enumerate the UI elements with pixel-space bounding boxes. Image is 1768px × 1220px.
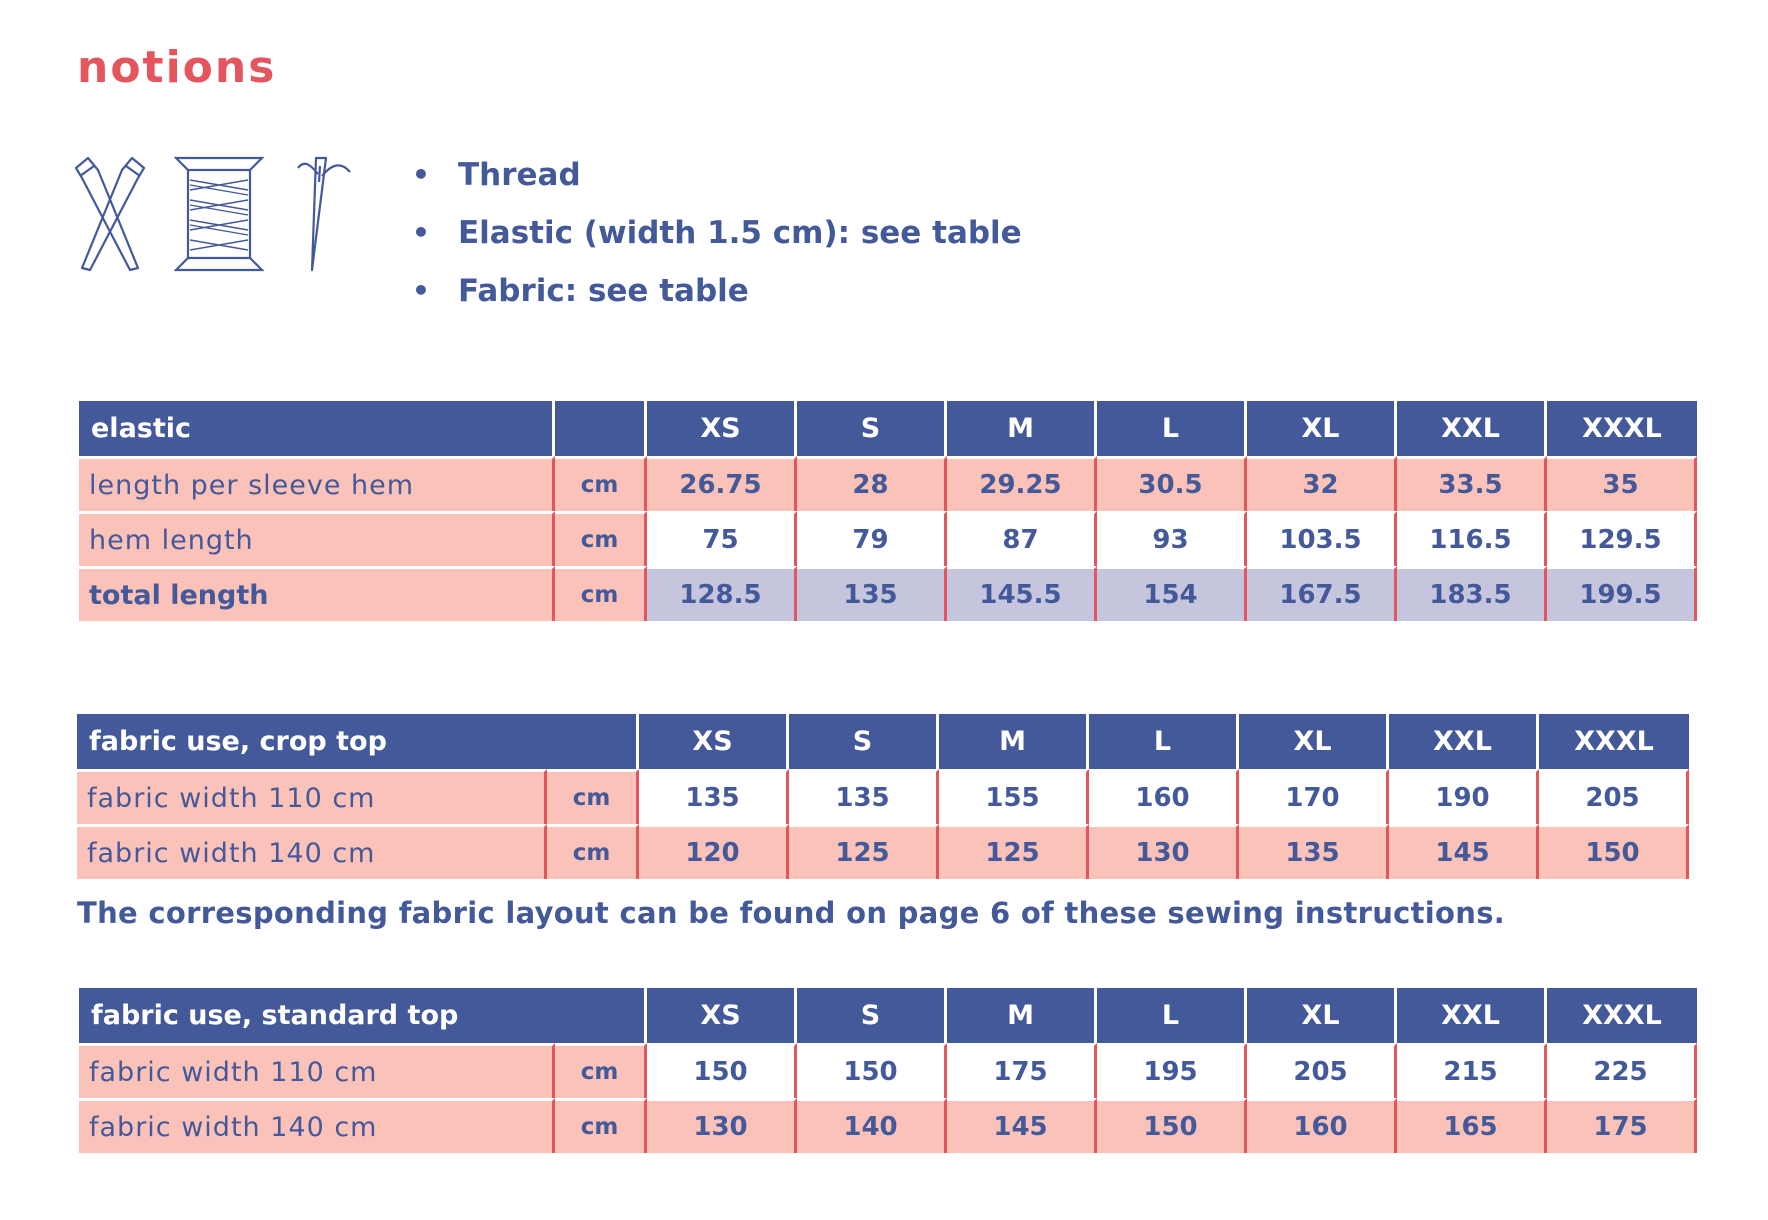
value-cell: 135 bbox=[639, 769, 789, 824]
size-header: XXL bbox=[1389, 714, 1539, 769]
bullet-icon: • bbox=[412, 274, 430, 307]
value-cell: 87 bbox=[947, 511, 1097, 566]
size-header: XL bbox=[1239, 714, 1389, 769]
value-cell: 93 bbox=[1097, 511, 1247, 566]
table-title: fabric use, standard top bbox=[79, 988, 647, 1043]
value-cell: 29.25 bbox=[947, 456, 1097, 511]
elastic-table bbox=[79, 401, 1697, 621]
size-header: XXXL bbox=[1547, 401, 1697, 456]
needle-icon bbox=[294, 156, 354, 272]
size-header: S bbox=[797, 401, 947, 456]
row-label: hem length bbox=[79, 511, 555, 566]
value-cell: 120 bbox=[639, 824, 789, 879]
scissors-icon bbox=[74, 156, 146, 272]
value-cell: 150 bbox=[647, 1043, 797, 1098]
size-header: XS bbox=[647, 401, 797, 456]
value-cell: 103.5 bbox=[1247, 511, 1397, 566]
row-label: fabric width 110 cm bbox=[77, 769, 547, 824]
size-header: XL bbox=[1247, 401, 1397, 456]
value-cell: 165 bbox=[1397, 1098, 1547, 1153]
value-cell: 128.5 bbox=[647, 566, 797, 621]
unit-cell: cm bbox=[555, 456, 647, 511]
table-title: elastic bbox=[79, 401, 555, 456]
value-cell: 79 bbox=[797, 511, 947, 566]
size-header: XL bbox=[1247, 988, 1397, 1043]
unit-header bbox=[555, 401, 647, 456]
unit-cell: cm bbox=[547, 769, 639, 824]
table-row bbox=[79, 566, 1697, 621]
value-cell: 170 bbox=[1239, 769, 1389, 824]
row-label: total length bbox=[79, 566, 555, 621]
crop-top-fabric-table bbox=[77, 714, 1689, 879]
value-cell: 150 bbox=[1539, 824, 1689, 879]
size-header: L bbox=[1089, 714, 1239, 769]
notions-list bbox=[412, 152, 1022, 326]
list-item bbox=[412, 210, 1022, 268]
value-cell: 205 bbox=[1247, 1043, 1397, 1098]
value-cell: 150 bbox=[1097, 1098, 1247, 1153]
unit-cell: cm bbox=[555, 511, 647, 566]
value-cell: 215 bbox=[1397, 1043, 1547, 1098]
size-header: XS bbox=[639, 714, 789, 769]
unit-cell: cm bbox=[547, 824, 639, 879]
value-cell: 135 bbox=[797, 566, 947, 621]
size-header: M bbox=[939, 714, 1089, 769]
value-cell: 175 bbox=[1547, 1098, 1697, 1153]
value-cell: 129.5 bbox=[1547, 511, 1697, 566]
unit-cell: cm bbox=[555, 1098, 647, 1153]
table-title: fabric use, crop top bbox=[77, 714, 639, 769]
list-item-label: Elastic (width 1.5 cm): see table bbox=[458, 215, 1022, 251]
table-row bbox=[79, 1098, 1697, 1153]
row-label: length per sleeve hem bbox=[79, 456, 555, 511]
value-cell: 160 bbox=[1247, 1098, 1397, 1153]
value-cell: 125 bbox=[939, 824, 1089, 879]
value-cell: 75 bbox=[647, 511, 797, 566]
value-cell: 135 bbox=[1239, 824, 1389, 879]
value-cell: 130 bbox=[647, 1098, 797, 1153]
table-row bbox=[77, 769, 1689, 824]
value-cell: 145.5 bbox=[947, 566, 1097, 621]
table-header-row bbox=[79, 988, 1697, 1043]
value-cell: 205 bbox=[1539, 769, 1689, 824]
value-cell: 190 bbox=[1389, 769, 1539, 824]
list-item-label: Thread bbox=[458, 157, 581, 193]
value-cell: 160 bbox=[1089, 769, 1239, 824]
row-label: fabric width 140 cm bbox=[79, 1098, 555, 1153]
table-header-row bbox=[79, 401, 1697, 456]
notions-icons bbox=[74, 156, 364, 272]
value-cell: 28 bbox=[797, 456, 947, 511]
size-header: L bbox=[1097, 988, 1247, 1043]
value-cell: 140 bbox=[797, 1098, 947, 1153]
size-header: S bbox=[789, 714, 939, 769]
value-cell: 195 bbox=[1097, 1043, 1247, 1098]
size-header: L bbox=[1097, 401, 1247, 456]
unit-cell: cm bbox=[555, 1043, 647, 1098]
size-header: XS bbox=[647, 988, 797, 1043]
value-cell: 145 bbox=[947, 1098, 1097, 1153]
size-header: M bbox=[947, 401, 1097, 456]
table-row bbox=[79, 1043, 1697, 1098]
table-header-row bbox=[77, 714, 1689, 769]
value-cell: 125 bbox=[789, 824, 939, 879]
size-header: XXL bbox=[1397, 988, 1547, 1043]
bullet-icon: • bbox=[412, 158, 430, 191]
size-header: S bbox=[797, 988, 947, 1043]
value-cell: 116.5 bbox=[1397, 511, 1547, 566]
value-cell: 154 bbox=[1097, 566, 1247, 621]
value-cell: 167.5 bbox=[1247, 566, 1397, 621]
value-cell: 145 bbox=[1389, 824, 1539, 879]
table-row bbox=[79, 511, 1697, 566]
size-header: M bbox=[947, 988, 1097, 1043]
table-row bbox=[77, 824, 1689, 879]
row-label: fabric width 110 cm bbox=[79, 1043, 555, 1098]
value-cell: 30.5 bbox=[1097, 456, 1247, 511]
table-row bbox=[79, 456, 1697, 511]
value-cell: 225 bbox=[1547, 1043, 1697, 1098]
size-header: XXXL bbox=[1547, 988, 1697, 1043]
value-cell: 26.75 bbox=[647, 456, 797, 511]
value-cell: 199.5 bbox=[1547, 566, 1697, 621]
value-cell: 150 bbox=[797, 1043, 947, 1098]
thread-spool-icon bbox=[174, 156, 264, 272]
list-item bbox=[412, 268, 1022, 326]
size-header: XXL bbox=[1397, 401, 1547, 456]
value-cell: 175 bbox=[947, 1043, 1097, 1098]
value-cell: 35 bbox=[1547, 456, 1697, 511]
fabric-layout-note: The corresponding fabric layout can be found on page 6 of these sewing instructions. bbox=[77, 896, 1506, 930]
value-cell: 32 bbox=[1247, 456, 1397, 511]
value-cell: 135 bbox=[789, 769, 939, 824]
standard-top-fabric-table bbox=[79, 988, 1697, 1153]
bullet-icon: • bbox=[412, 216, 430, 249]
value-cell: 33.5 bbox=[1397, 456, 1547, 511]
value-cell: 155 bbox=[939, 769, 1089, 824]
page-title: notions bbox=[77, 42, 277, 93]
size-header: XXXL bbox=[1539, 714, 1689, 769]
list-item-label: Fabric: see table bbox=[458, 273, 749, 309]
row-label: fabric width 140 cm bbox=[77, 824, 547, 879]
value-cell: 130 bbox=[1089, 824, 1239, 879]
value-cell: 183.5 bbox=[1397, 566, 1547, 621]
list-item bbox=[412, 152, 1022, 210]
unit-cell: cm bbox=[555, 566, 647, 621]
